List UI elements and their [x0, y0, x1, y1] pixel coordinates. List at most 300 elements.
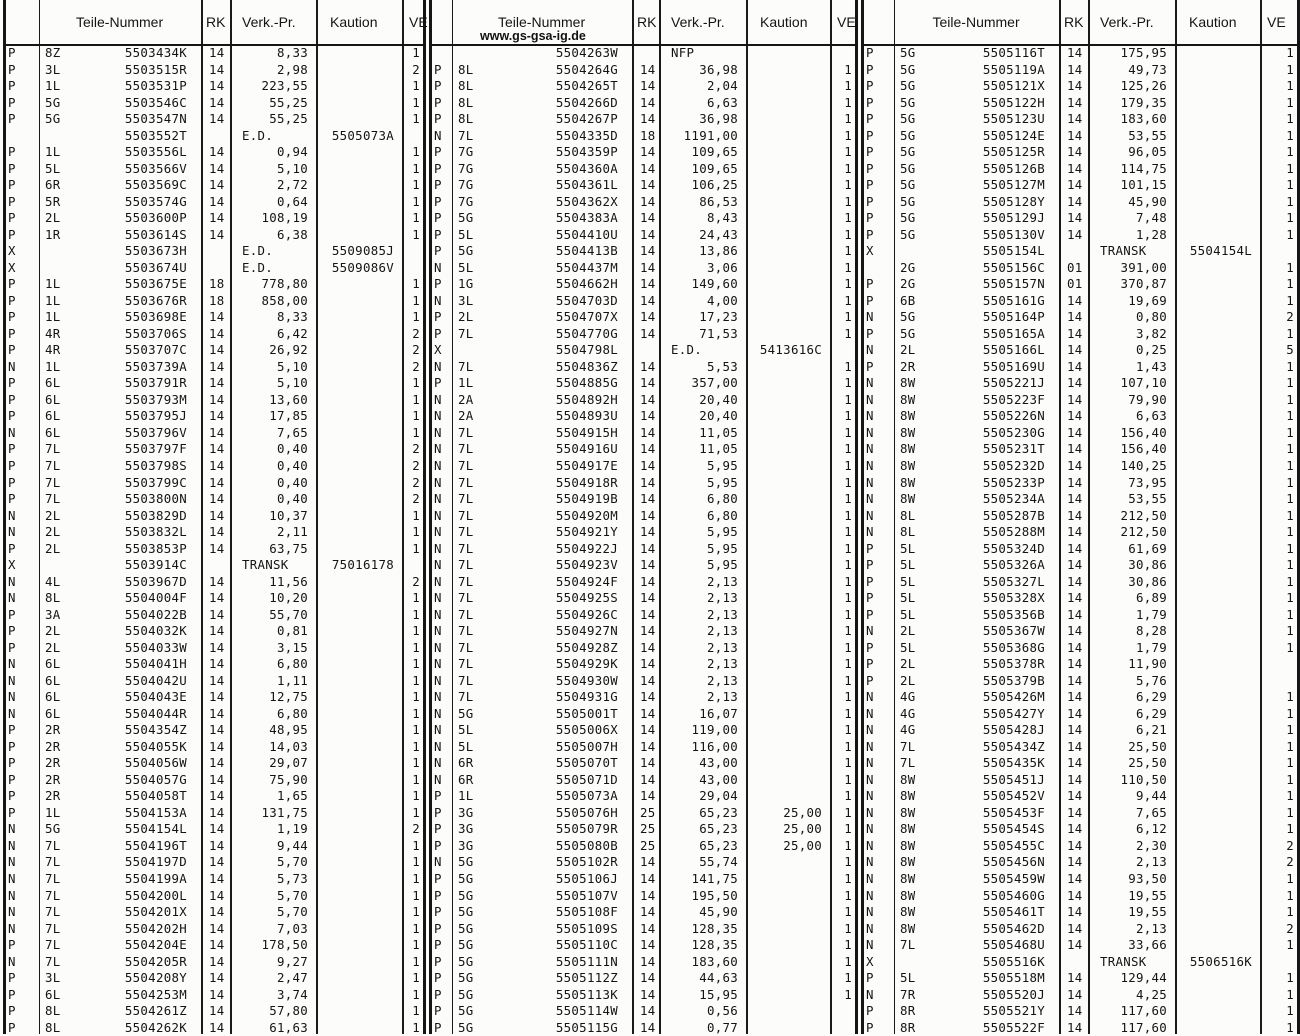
price: 6,89: [1135, 590, 1167, 606]
price: 2,13: [1135, 920, 1167, 936]
price: 101,15: [1120, 177, 1167, 193]
status-code: P: [8, 144, 16, 160]
part-number: 5504055K: [124, 738, 187, 754]
part-number: 5505233P: [982, 474, 1045, 490]
price: 110,50: [1120, 771, 1167, 787]
price: 6,12: [1135, 821, 1167, 837]
product-group: 7L: [458, 358, 474, 374]
rk-code: 14: [209, 804, 225, 820]
ve-qty: 1: [1286, 507, 1294, 523]
rk-code: 14: [640, 276, 656, 292]
part-number: 5505126B: [982, 160, 1045, 176]
product-group: 7L: [45, 491, 61, 507]
price: 212,50: [1120, 524, 1167, 540]
product-group: 5G: [458, 871, 474, 886]
product-group: 7L: [458, 639, 474, 655]
rk-code: 14: [640, 458, 656, 473]
part-number: 5505109S: [555, 920, 618, 936]
table-row: [432, 590, 855, 606]
price: 195,50: [691, 887, 738, 903]
product-group: 3G: [458, 804, 474, 820]
rk-code: 14: [640, 540, 656, 556]
table-row: [6, 309, 423, 325]
price: 19,55: [1128, 904, 1167, 920]
ve-qty: 1: [412, 887, 420, 903]
price: 30,86: [1128, 573, 1167, 589]
ve-qty: 1: [844, 970, 852, 986]
table-row: [432, 689, 855, 705]
product-group: 6L: [45, 689, 61, 705]
product-group: 7L: [458, 325, 474, 341]
price: 156,40: [1120, 441, 1167, 457]
price: 0,77: [706, 1019, 738, 1035]
status-code: P: [866, 639, 874, 655]
table-row: [6, 673, 423, 689]
product-group: 5G: [900, 144, 916, 160]
rk-code: 14: [209, 573, 225, 589]
status-code: N: [866, 689, 874, 705]
ve-qty: 1: [1286, 755, 1294, 771]
price: 43,00: [699, 755, 738, 771]
price: 19,55: [1128, 887, 1167, 903]
ve-qty: 1: [412, 837, 420, 853]
ve-qty: 1: [844, 292, 852, 308]
ve-qty: 1: [412, 854, 420, 870]
price: 16,07: [699, 705, 738, 721]
ve-qty: 1: [412, 160, 420, 176]
product-group: 5G: [458, 986, 474, 1002]
status-code: P: [866, 210, 874, 226]
price: TRANSK: [242, 557, 289, 573]
header-price: Verk.-Pr.: [1100, 14, 1154, 30]
table-row: [864, 95, 1297, 111]
rk-code: 14: [1067, 342, 1083, 358]
ve-qty: 1: [844, 804, 852, 820]
price: 2,13: [706, 689, 738, 705]
rk-code: 14: [640, 788, 656, 804]
table-row: [432, 871, 855, 887]
price: E.D.: [242, 259, 274, 275]
rk-code: 14: [640, 524, 656, 540]
product-group: 1L: [45, 358, 61, 374]
product-group: 8W: [900, 491, 916, 507]
ve-qty: 1: [412, 871, 420, 886]
status-code: X: [8, 243, 16, 259]
status-code: N: [434, 408, 442, 424]
table-row: [432, 904, 855, 920]
ve-qty: 1: [412, 193, 420, 209]
ve-qty: 2: [412, 491, 420, 507]
price: 71,53: [699, 325, 738, 341]
price: 2,98: [276, 61, 308, 77]
part-number: 5505234A: [982, 491, 1045, 507]
table-row: [432, 623, 855, 639]
table-row: [6, 838, 423, 854]
status-code: P: [8, 193, 16, 209]
product-group: 2L: [900, 342, 916, 358]
part-number: 5504058T: [124, 788, 187, 804]
price: 0,80: [1135, 309, 1167, 325]
ve-qty: 1: [412, 705, 420, 721]
part-number: 5505154L: [982, 243, 1045, 259]
header-part-number: Teile-Nummer: [498, 14, 586, 30]
part-number: 5505434Z: [982, 738, 1045, 754]
rk-code: 14: [209, 1003, 225, 1019]
table-row: [432, 1020, 855, 1036]
part-number: 5505102R: [555, 854, 618, 870]
price: 36,98: [699, 111, 738, 127]
table-row: [432, 491, 855, 507]
status-code: N: [866, 722, 874, 738]
table-row: [864, 788, 1297, 804]
part-number: 5505288M: [982, 524, 1045, 540]
product-group: 8L: [45, 1019, 61, 1035]
rk-code: 14: [209, 94, 225, 110]
table-row: [864, 111, 1297, 127]
table-row: [6, 375, 423, 391]
status-code: N: [434, 755, 442, 771]
product-group: 5G: [458, 953, 474, 969]
status-code: P: [434, 276, 442, 292]
status-code: P: [434, 970, 442, 986]
part-number: 5503673H: [124, 243, 187, 259]
deposit: 5505073A: [331, 127, 394, 143]
ve-qty: 1: [844, 474, 852, 490]
rk-code: 01: [1067, 259, 1083, 275]
table-row: [432, 1003, 855, 1019]
table-row: [6, 491, 423, 507]
rk-code: 14: [1067, 193, 1083, 209]
product-group: 8W: [900, 920, 916, 936]
part-number: 5505459W: [982, 871, 1045, 886]
price: 2,13: [706, 606, 738, 622]
part-number: 5504919B: [555, 491, 618, 507]
ve-qty: 1: [412, 1003, 420, 1019]
header-ve: VE: [837, 14, 856, 30]
table-row: [432, 128, 855, 144]
part-number: 5505324D: [982, 540, 1045, 556]
status-code: N: [434, 623, 442, 639]
price: 96,05: [1128, 144, 1167, 160]
price: 11,56: [269, 573, 308, 589]
table-row: [6, 392, 423, 408]
part-number: 5505157N: [982, 276, 1045, 292]
price: 7,65: [276, 424, 308, 440]
product-group: 7L: [458, 540, 474, 556]
table-row: [6, 987, 423, 1003]
rk-code: 14: [1067, 441, 1083, 457]
status-code: N: [866, 738, 874, 754]
part-number: 5504022B: [124, 606, 187, 622]
table-row: [864, 888, 1297, 904]
price: 4,25: [1135, 986, 1167, 1002]
ve-qty: 1: [844, 325, 852, 341]
price: 45,90: [1128, 193, 1167, 209]
ve-qty: 1: [412, 226, 420, 242]
ve-qty: 1: [1286, 259, 1294, 275]
table-row: [6, 722, 423, 738]
rk-code: 14: [1067, 1019, 1083, 1035]
part-number: 5503791R: [124, 375, 187, 391]
product-group: 5G: [900, 94, 916, 110]
table-row: [864, 557, 1297, 573]
product-group: 1L: [45, 276, 61, 292]
table-row: [6, 177, 423, 193]
rk-code: 14: [640, 639, 656, 655]
product-group: 3L: [458, 292, 474, 308]
ve-qty: 1: [1286, 557, 1294, 573]
price: 5,53: [706, 358, 738, 374]
price: 2,47: [276, 970, 308, 986]
price: 223,55: [261, 78, 308, 94]
status-code: P: [866, 1019, 874, 1035]
part-number: 5504922J: [555, 540, 618, 556]
rk-code: 14: [1067, 474, 1083, 490]
status-code: N: [434, 606, 442, 622]
rk-code: 14: [209, 358, 225, 374]
ve-qty: 1: [412, 1019, 420, 1035]
header-rk: RK: [637, 14, 657, 30]
part-number: 5504410U: [555, 226, 618, 242]
product-group: 7R: [900, 986, 916, 1002]
status-code: N: [434, 722, 442, 738]
price: 75,90: [269, 771, 308, 787]
table-row: [864, 276, 1297, 292]
rk-code: 14: [209, 837, 225, 853]
ve-qty: 1: [412, 292, 420, 308]
product-group: 6R: [458, 771, 474, 787]
table-row: [6, 805, 423, 821]
table-row: [432, 309, 855, 325]
table-row: [432, 161, 855, 177]
product-group: 2L: [45, 540, 61, 556]
table-row: [6, 293, 423, 309]
part-number: 5505520J: [982, 986, 1045, 1002]
table-row: [864, 62, 1297, 78]
table-row: [6, 62, 423, 78]
part-number: 5503547N: [124, 111, 187, 127]
table-row: [864, 210, 1297, 226]
part-number: 5505129J: [982, 210, 1045, 226]
product-group: 7L: [45, 871, 61, 886]
price: 3,82: [1135, 325, 1167, 341]
price: 107,10: [1120, 375, 1167, 391]
rk-code: 14: [1067, 970, 1083, 986]
status-code: N: [866, 937, 874, 953]
price: 6,21: [1135, 722, 1167, 738]
part-number: 5505328X: [982, 590, 1045, 606]
table-row: [864, 838, 1297, 854]
part-number: 5504437M: [555, 259, 618, 275]
rk-code: 14: [209, 705, 225, 721]
rk-code: 14: [640, 887, 656, 903]
rk-code: 14: [209, 904, 225, 920]
status-code: P: [8, 45, 16, 60]
rk-code: 14: [640, 557, 656, 573]
part-number: 5505453F: [982, 804, 1045, 820]
table-row: [6, 854, 423, 870]
table-row: [6, 342, 423, 358]
status-code: N: [866, 771, 874, 787]
price: 6,42: [276, 325, 308, 341]
price: 125,26: [1120, 78, 1167, 94]
status-code: P: [434, 904, 442, 920]
table-row: [864, 243, 1297, 259]
part-number: 5504266D: [555, 94, 618, 110]
table-row: [432, 458, 855, 474]
part-number: 5505454S: [982, 821, 1045, 837]
rk-code: 14: [1067, 606, 1083, 622]
product-group: 5L: [900, 540, 916, 556]
product-group: 7L: [458, 656, 474, 672]
ve-qty: 1: [844, 78, 852, 94]
product-group: 5G: [458, 243, 474, 259]
status-code: X: [8, 259, 16, 275]
status-code: N: [866, 788, 874, 804]
table-row: [864, 541, 1297, 557]
rk-code: 14: [1067, 491, 1083, 507]
product-group: 5G: [45, 111, 61, 127]
part-number: 5505001T: [555, 705, 618, 721]
price: 5,95: [706, 557, 738, 573]
price: 370,87: [1120, 276, 1167, 292]
price: 116,00: [691, 738, 738, 754]
table-row: [432, 210, 855, 226]
rk-code: 14: [209, 342, 225, 358]
rk-code: 14: [1067, 887, 1083, 903]
rk-code: 14: [1067, 854, 1083, 870]
rk-code: 14: [1067, 689, 1083, 705]
table-row: [432, 722, 855, 738]
status-code: N: [866, 804, 874, 820]
ve-qty: 1: [1286, 78, 1294, 94]
ve-qty: 1: [844, 904, 852, 920]
product-group: 5G: [900, 160, 916, 176]
price: 25,50: [1128, 755, 1167, 771]
status-code: N: [866, 491, 874, 507]
rk-code: 14: [209, 507, 225, 523]
rk-code: 14: [640, 160, 656, 176]
rk-code: 14: [1067, 837, 1083, 853]
rk-code: 14: [640, 606, 656, 622]
price: 15,95: [699, 986, 738, 1002]
table-row: [864, 359, 1297, 375]
rk-code: 14: [209, 755, 225, 771]
product-group: 5G: [458, 705, 474, 721]
table-row: [432, 888, 855, 904]
price: 43,00: [699, 771, 738, 787]
part-number: 5504885G: [555, 375, 618, 391]
ve-qty: 1: [1286, 491, 1294, 507]
part-number: 5505161G: [982, 292, 1045, 308]
ve-qty: 1: [844, 391, 852, 407]
price: 10,20: [269, 590, 308, 606]
part-number: 5505521Y: [982, 1003, 1045, 1019]
rk-code: 14: [640, 656, 656, 672]
ve-qty: 2: [412, 474, 420, 490]
product-group: 8W: [900, 771, 916, 787]
table-row: [432, 392, 855, 408]
ve-qty: 1: [1286, 722, 1294, 738]
part-number: 5503556L: [124, 144, 187, 160]
table-row: [432, 375, 855, 391]
price: 2,13: [706, 623, 738, 639]
price: 0,40: [276, 458, 308, 473]
price: 117,60: [1120, 1003, 1167, 1019]
part-number: 5504413B: [555, 243, 618, 259]
table-row: [864, 706, 1297, 722]
part-number: 5504043E: [124, 689, 187, 705]
table-row: [6, 1020, 423, 1036]
price: 778,80: [261, 276, 308, 292]
product-group: 7L: [900, 755, 916, 771]
price: 9,44: [276, 837, 308, 853]
product-group: 8R: [900, 1003, 916, 1019]
rk-code: 14: [640, 259, 656, 275]
ve-qty: 1: [412, 639, 420, 655]
status-code: P: [8, 937, 16, 953]
product-group: 7L: [45, 458, 61, 473]
table-row: [6, 408, 423, 424]
product-group: 2R: [45, 788, 61, 804]
part-number: 5504362X: [555, 193, 618, 209]
product-group: 6L: [45, 424, 61, 440]
part-number: 5505455C: [982, 837, 1045, 853]
table-row: [864, 805, 1297, 821]
price: 65,23: [699, 804, 738, 820]
price: TRANSK: [1100, 243, 1147, 259]
table-row: [864, 260, 1297, 276]
status-code: N: [866, 887, 874, 903]
part-number: 5504041H: [124, 656, 187, 672]
status-code: P: [8, 722, 16, 738]
price: 0,81: [276, 623, 308, 639]
price: 5,70: [276, 887, 308, 903]
part-number: 5504263W: [555, 45, 618, 60]
product-group: 8L: [458, 111, 474, 127]
part-number: 5504917E: [555, 458, 618, 473]
rk-code: 14: [209, 920, 225, 936]
table-row: [864, 227, 1297, 243]
header-price: Verk.-Pr.: [242, 14, 296, 30]
ve-qty: 1: [844, 358, 852, 374]
price: 49,73: [1128, 61, 1167, 77]
table-row: [864, 590, 1297, 606]
ve-qty: 1: [1286, 94, 1294, 110]
rk-code: 14: [640, 391, 656, 407]
ve-qty: 1: [844, 871, 852, 886]
product-group: 5L: [900, 970, 916, 986]
table-row: [432, 772, 855, 788]
table-row: [864, 293, 1297, 309]
status-code: P: [434, 243, 442, 259]
price: 2,72: [276, 177, 308, 193]
status-code: X: [866, 243, 874, 259]
ve-qty: 1: [844, 127, 852, 143]
part-number: 5505379B: [982, 672, 1045, 688]
price: 108,19: [261, 210, 308, 226]
price: 26,92: [269, 342, 308, 358]
rk-code: 14: [209, 375, 225, 391]
part-number: 5505080B: [555, 837, 618, 853]
product-group: 3L: [45, 61, 61, 77]
ve-qty: 1: [1286, 986, 1294, 1002]
price: TRANSK: [1100, 953, 1147, 969]
ve-qty: 2: [412, 441, 420, 457]
part-number: 5504354Z: [124, 722, 187, 738]
status-code: P: [866, 557, 874, 573]
price: 5,10: [276, 375, 308, 391]
